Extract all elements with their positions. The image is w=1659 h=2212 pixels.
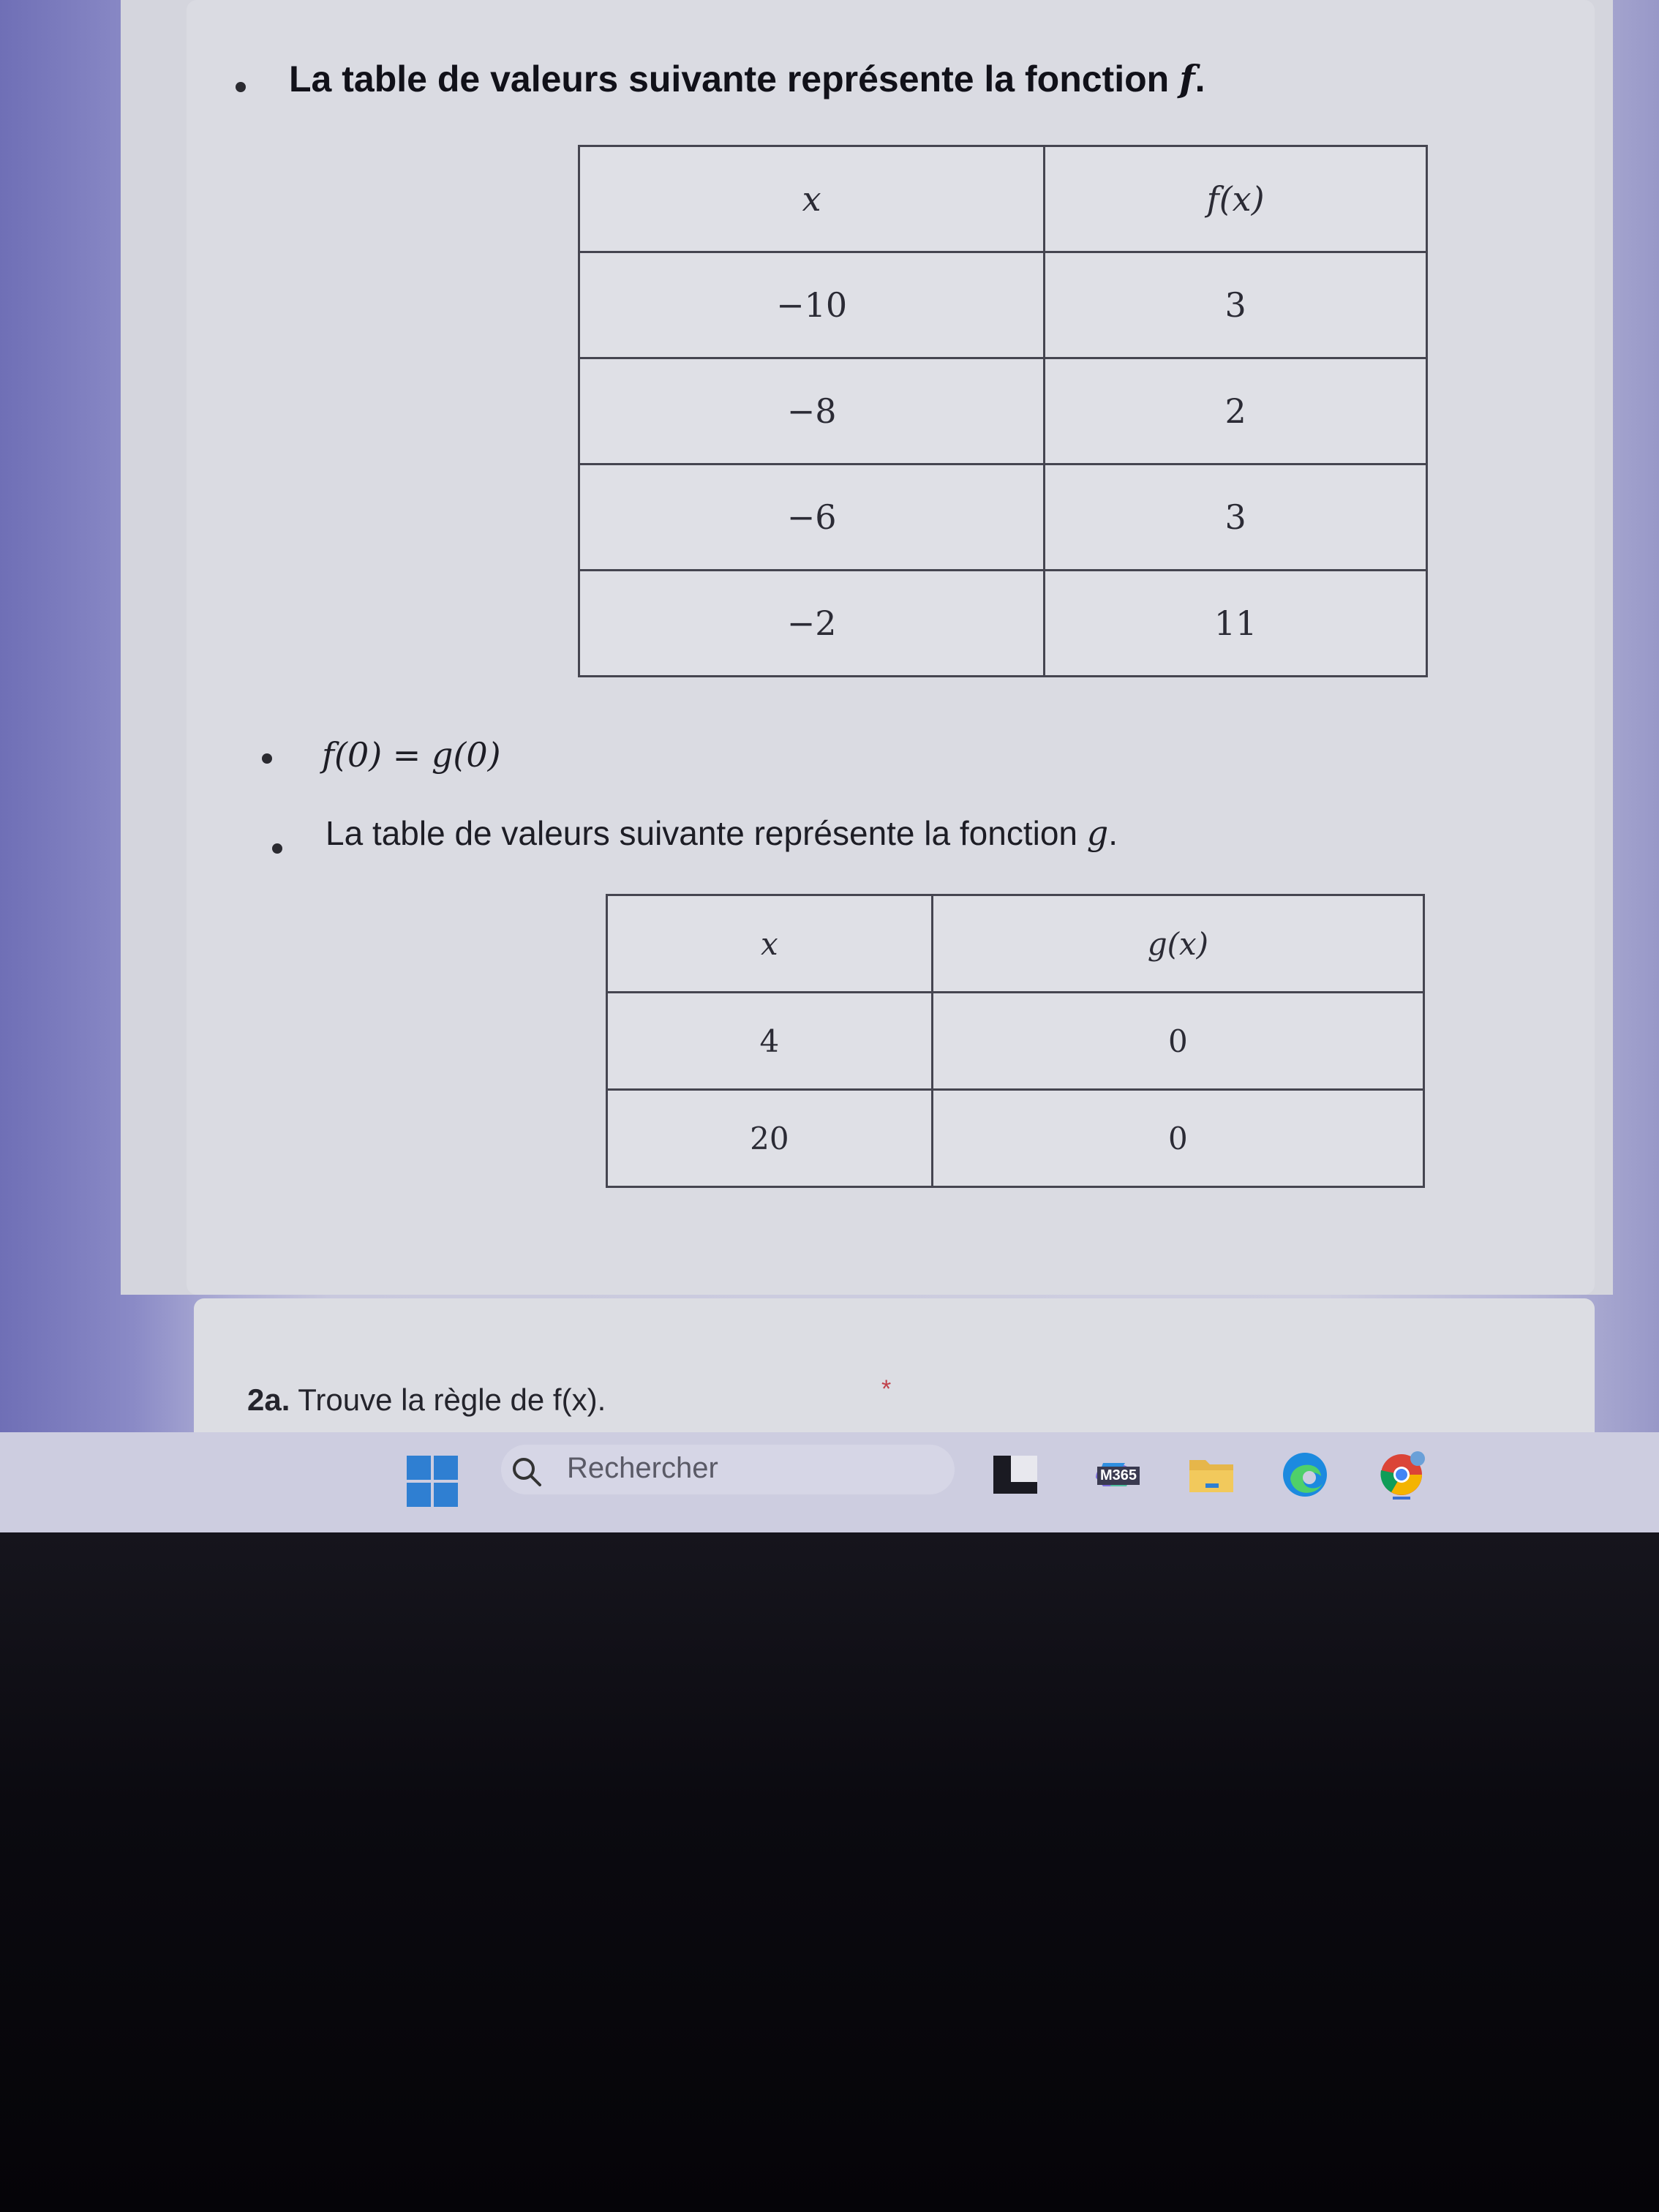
table-header-cell: g(x) [932,895,1423,993]
table-row [579,464,1427,571]
table-cell: 4 [607,993,933,1090]
heading-g-var: g [1086,813,1109,853]
table-cell: 20 [607,1090,933,1187]
table-row [607,993,1424,1090]
windows-start-icon[interactable] [407,1456,458,1507]
heading-f-text: La table de valeurs suivante représente la fonction [289,59,1180,99]
bullet-dot [272,843,282,854]
search-placeholder: Rechercher [567,1452,718,1484]
table-cell: 3 [1045,252,1427,358]
required-marker: * [881,1375,892,1403]
table-row [579,252,1427,358]
table-cell: −6 [579,464,1045,571]
table-g [606,894,1425,1188]
table-header-cell: x [579,146,1045,252]
file-explorer-icon[interactable] [989,1448,1042,1501]
edge-icon[interactable] [1279,1448,1331,1501]
heading-f-var: f [1179,57,1195,100]
table-cell: 0 [932,1090,1423,1187]
table-row [607,1090,1424,1187]
heading-g-end: . [1108,814,1118,852]
bullet-dot [262,753,272,764]
table-cell: −2 [579,571,1045,677]
question-text: Trouve la règle de f(x). [290,1382,606,1417]
table-cell: 2 [1045,358,1427,464]
table-row [579,571,1427,677]
heading-g-text: La table de valeurs suivante représente la fonction [326,814,1087,852]
table-row [579,358,1427,464]
m365-badge: M365 [1097,1467,1140,1485]
table-header-row [579,146,1427,252]
search-icon [511,1456,543,1488]
bullet-dot [236,82,246,92]
table-cell: 11 [1045,571,1427,677]
heading-function-g [326,813,1118,853]
heading-f-end: . [1195,59,1205,99]
table-cell: −8 [579,358,1045,464]
folder-icon[interactable] [1185,1448,1238,1501]
table-header-cell: x [607,895,933,993]
chrome-icon[interactable] [1375,1448,1428,1501]
table-cell: 3 [1045,464,1427,571]
laptop-bezel [0,1532,1659,2212]
question-title [247,1382,606,1418]
equality-statement: f(0) = g(0) [322,735,501,775]
table-cell: −10 [579,252,1045,358]
question-number: 2a. [247,1382,290,1417]
table-f [578,145,1428,677]
table-cell: 0 [932,993,1423,1090]
table-header-row [607,895,1424,993]
table-header-cell: f(x) [1045,146,1427,252]
heading-function-f [289,57,1205,100]
